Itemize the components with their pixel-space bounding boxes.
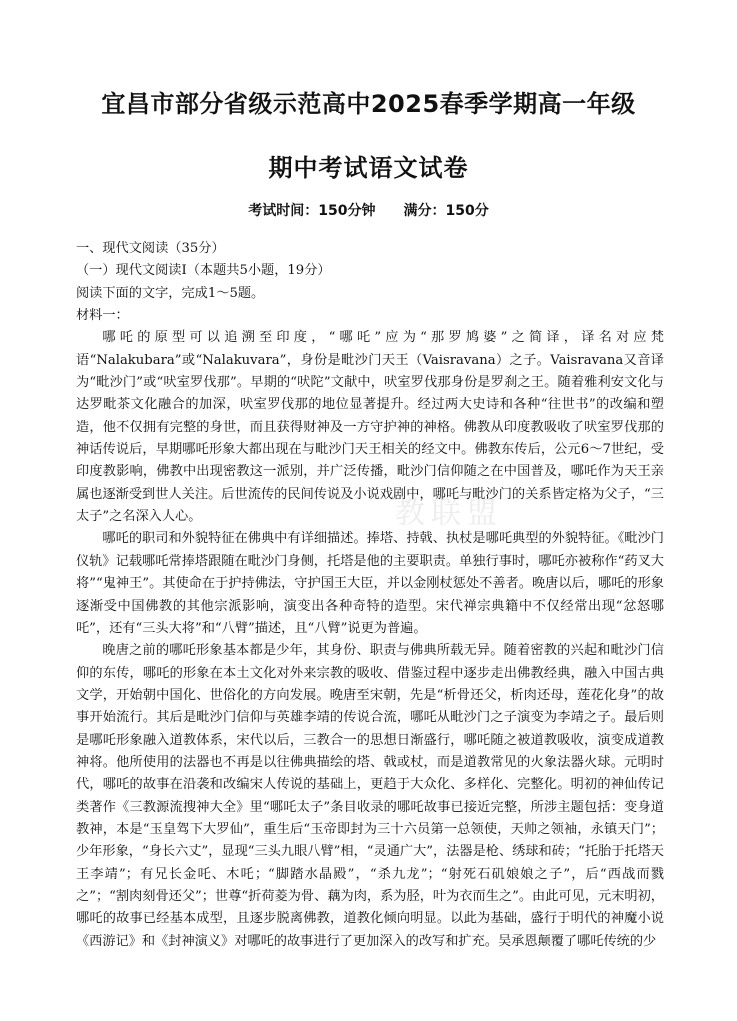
reading-instruction: 阅读下面的文字，完成1～5题。: [76, 285, 265, 301]
watermark: 教联盟: [395, 496, 503, 531]
material-label: 材料一：: [76, 308, 129, 324]
paragraph-1: 哪吒的原型可以追溯至印度，“哪吒”应为“那罗鸠婆”之简译，译名对应梵语“Nalakubara”或“Nalakuvara”，身份是毗沙门天王（Vaisravana）之子。Vaisravana又音译为“毗沙门”或“吠室罗伐那”。早期的“吠陀”文献中，吠室罗伐那身份是罗刹之王。随着雅利安文化与达罗毗茶文化融合的加深，吠室罗伐那的地位显著提升。经过两大史诗和各种“往世书”的改编和塑造，他不仅拥有完整的身世，而且获得财神及一方守护神的神格。佛教从印度教吸收了吠室罗伐那的神话传说后，早期哪吒形象大都出现在与毗沙门天王相关的经文中。佛教东传后，公元6～7世纪，受印度教影响，佛教中出现密教这一派别，并广泛传播，毗沙门信仰随之在中国普及，哪吒作为天王亲属也逐渐受到世人关注。后世流传的民间传说及小说戏剧中，哪吒与毗沙门的关系皆定格为父子，“三太子”之名深入人心。: [76, 330, 664, 525]
reading-content: [76, 238, 664, 953]
section-subheading: （一）现代文阅读Ⅰ（本题共5小题，19分）: [76, 263, 331, 279]
full-score: 满分：150分: [403, 203, 489, 219]
section-heading: 一、现代文阅读（35分）: [76, 241, 225, 256]
exam-info: [0, 200, 737, 220]
paragraph-3: 晚唐之前的哪吒形象基本都是少年，其身份、职责与佛典所载无异。随着密教的兴起和毗沙门信仰的东传，哪吒的形象在本土文化对外来宗教的吸收、借鉴过程中逐步走出佛教经典，融入中国古典文学，开始朝中国化、世俗化的方向发展。晚唐至宋朝，先是“析骨还父，析肉还母，莲花化身”的故事开始流行。其后是毗沙门信仰与英雄李靖的传说合流，哪吒从毗沙门之子演变为李靖之子。最后则是哪吒形象融入道教体系，宋代以后，三教合一的思想日渐盛行，哪吒随之被道教吸收，演变成道教神将。他所使用的法器也不再是以往佛典描绘的塔、戟或杖，而是道教常见的火象法器火球。元明时代，哪吒的故事在沿袭和改编宋人传说的基础上，更趋于大众化、多样化、完整化。明初的神仙传记类著作《三教源流搜神大全》里“哪吒太子”条目收录的哪吒故事已接近完整，所涉主题包括：变身道教神，本是“玉皇驾下大罗仙”，重生后“玉帝即封为三十六员第一总领使，天帅之领袖，永镇天门”；少年形象，“身长六丈”，显现“三头九眼八臂”相，“灵通广大”，法器是枪、绣球和砖；“托胎于托塔天王李靖”；有兄长金吒、木吒；“脚踏水晶殿”，“杀九龙”；“射死石矶娘娘之子”，后“西战而戮之”；“割肉刻骨还父”；世尊“折荷菱为骨、藕为肉，系为胫，叶为衣而生之”。由此可见，元末明初，哪吒的故事已经基本成型，且逐步脱离佛教，道教化倾向明显。以此为基础，盛行于明代的神魔小说《西游记》和《封神演义》对哪吒的故事进行了更加深入的改写和扩充。吴承恩颠覆了哪吒传统的少: [76, 643, 664, 949]
exam-title-line1: 宜昌市部分省级示范高中2025春季学期高一年级: [101, 90, 636, 118]
paragraph-2: 哪吒的职司和外貌特征在佛典中有详细描述。捧塔、持戟、执杖是哪吒典型的外貌特征。《毗沙门仪轨》记载哪吒常捧塔跟随在毗沙门身侧，托塔是他的主要职责。单独行事时，哪吒亦被称作“药叉大将”“鬼神王”。其使命在于护持佛法，守护国王大臣，并以金刚杖惩处不善者。晚唐以后，哪吒的形象逐渐受中国佛教的其他宗派影响，演变出各种奇特的造型。宋代禅宗典籍中不仅经常出现“忿怒哪吒”，还有“三头大将”和“八臂”描述，且“八臂”说更为普遍。: [76, 531, 664, 636]
exam-time: 考试时间：150分钟: [248, 203, 376, 219]
exam-title-line2: 期中考试语文试卷: [268, 154, 469, 182]
